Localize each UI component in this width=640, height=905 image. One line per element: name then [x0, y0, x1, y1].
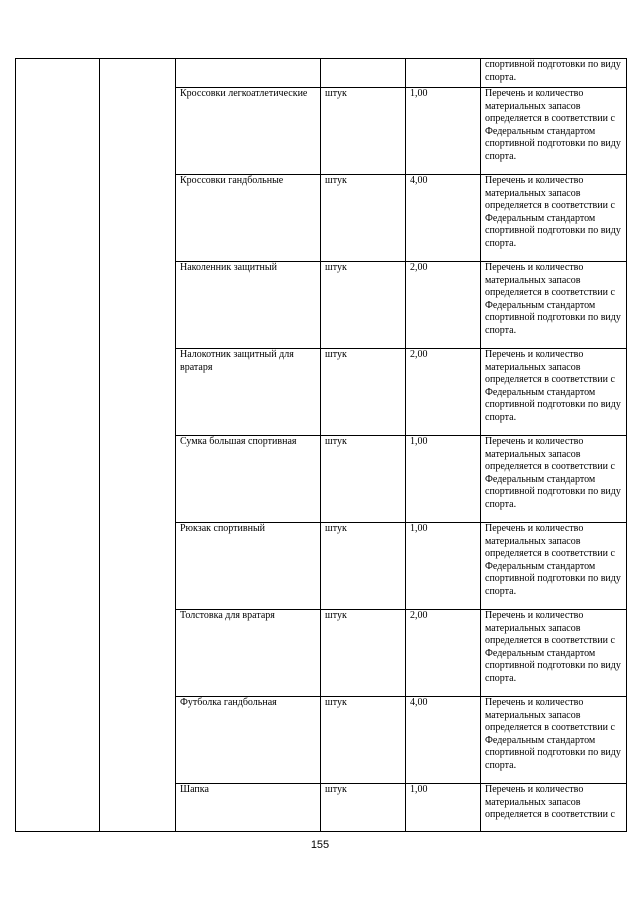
cell-name: Толстовка для вратаря	[176, 610, 321, 697]
page-number: 155	[310, 839, 330, 851]
cell-name: Налокотник защитный для вратаря	[176, 349, 321, 436]
cell-qty: 2,00	[406, 262, 481, 349]
cell-qty: 1,00	[406, 784, 481, 832]
cell-unit: штук	[321, 262, 406, 349]
cell-desc: Перечень и количество материальных запасов определяется в соответствии с Федеральным стандартом спортивной подготовки по виду спорта.	[481, 88, 627, 175]
cell-name: Футболка гандбольная	[176, 697, 321, 784]
cell-unit: штук	[321, 784, 406, 832]
cell-desc: спортивной подготовки по виду спорта.	[481, 59, 627, 88]
cell-unit	[321, 59, 406, 88]
cell-desc: Перечень и количество материальных запасов определяется в соответствии с Федеральным стандартом спортивной подготовки по виду спорта.	[481, 262, 627, 349]
cell-qty: 1,00	[406, 88, 481, 175]
cell-name: Кроссовки легкоатлетические	[176, 88, 321, 175]
table-row-continuation	[16, 59, 627, 88]
cell-name: Кроссовки гандбольные	[176, 175, 321, 262]
empty-column-2	[100, 59, 176, 832]
cell-desc: Перечень и количество материальных запасов определяется в соответствии с Федеральным стандартом спортивной подготовки по виду спорта.	[481, 436, 627, 523]
cell-desc: Перечень и количество материальных запасов определяется в соответствии с Федеральным стандартом спортивной подготовки по виду спорта.	[481, 610, 627, 697]
cell-qty: 1,00	[406, 436, 481, 523]
cell-unit: штук	[321, 523, 406, 610]
cell-unit: штук	[321, 175, 406, 262]
cell-name: Шапка	[176, 784, 321, 832]
cell-qty: 2,00	[406, 610, 481, 697]
cell-unit: штук	[321, 349, 406, 436]
cell-desc: Перечень и количество материальных запасов определяется в соответствии с	[481, 784, 627, 832]
cell-desc: Перечень и количество материальных запасов определяется в соответствии с Федеральным стандартом спортивной подготовки по виду спорта.	[481, 349, 627, 436]
cell-desc: Перечень и количество материальных запасов определяется в соответствии с Федеральным стандартом спортивной подготовки по виду спорта.	[481, 523, 627, 610]
cell-qty: 4,00	[406, 175, 481, 262]
materials-table	[15, 58, 627, 832]
cell-desc: Перечень и количество материальных запасов определяется в соответствии с Федеральным стандартом спортивной подготовки по виду спорта.	[481, 175, 627, 262]
cell-name: Рюкзак спортивный	[176, 523, 321, 610]
empty-column-1	[16, 59, 100, 832]
cell-qty: 2,00	[406, 349, 481, 436]
cell-unit: штук	[321, 436, 406, 523]
cell-qty	[406, 59, 481, 88]
cell-qty: 1,00	[406, 523, 481, 610]
cell-name: Сумка большая спортивная	[176, 436, 321, 523]
cell-name	[176, 59, 321, 88]
cell-unit: штук	[321, 697, 406, 784]
cell-name: Наколенник защитный	[176, 262, 321, 349]
cell-unit: штук	[321, 88, 406, 175]
cell-unit: штук	[321, 610, 406, 697]
cell-qty: 4,00	[406, 697, 481, 784]
cell-desc: Перечень и количество материальных запасов определяется в соответствии с Федеральным стандартом спортивной подготовки по виду спорта.	[481, 697, 627, 784]
